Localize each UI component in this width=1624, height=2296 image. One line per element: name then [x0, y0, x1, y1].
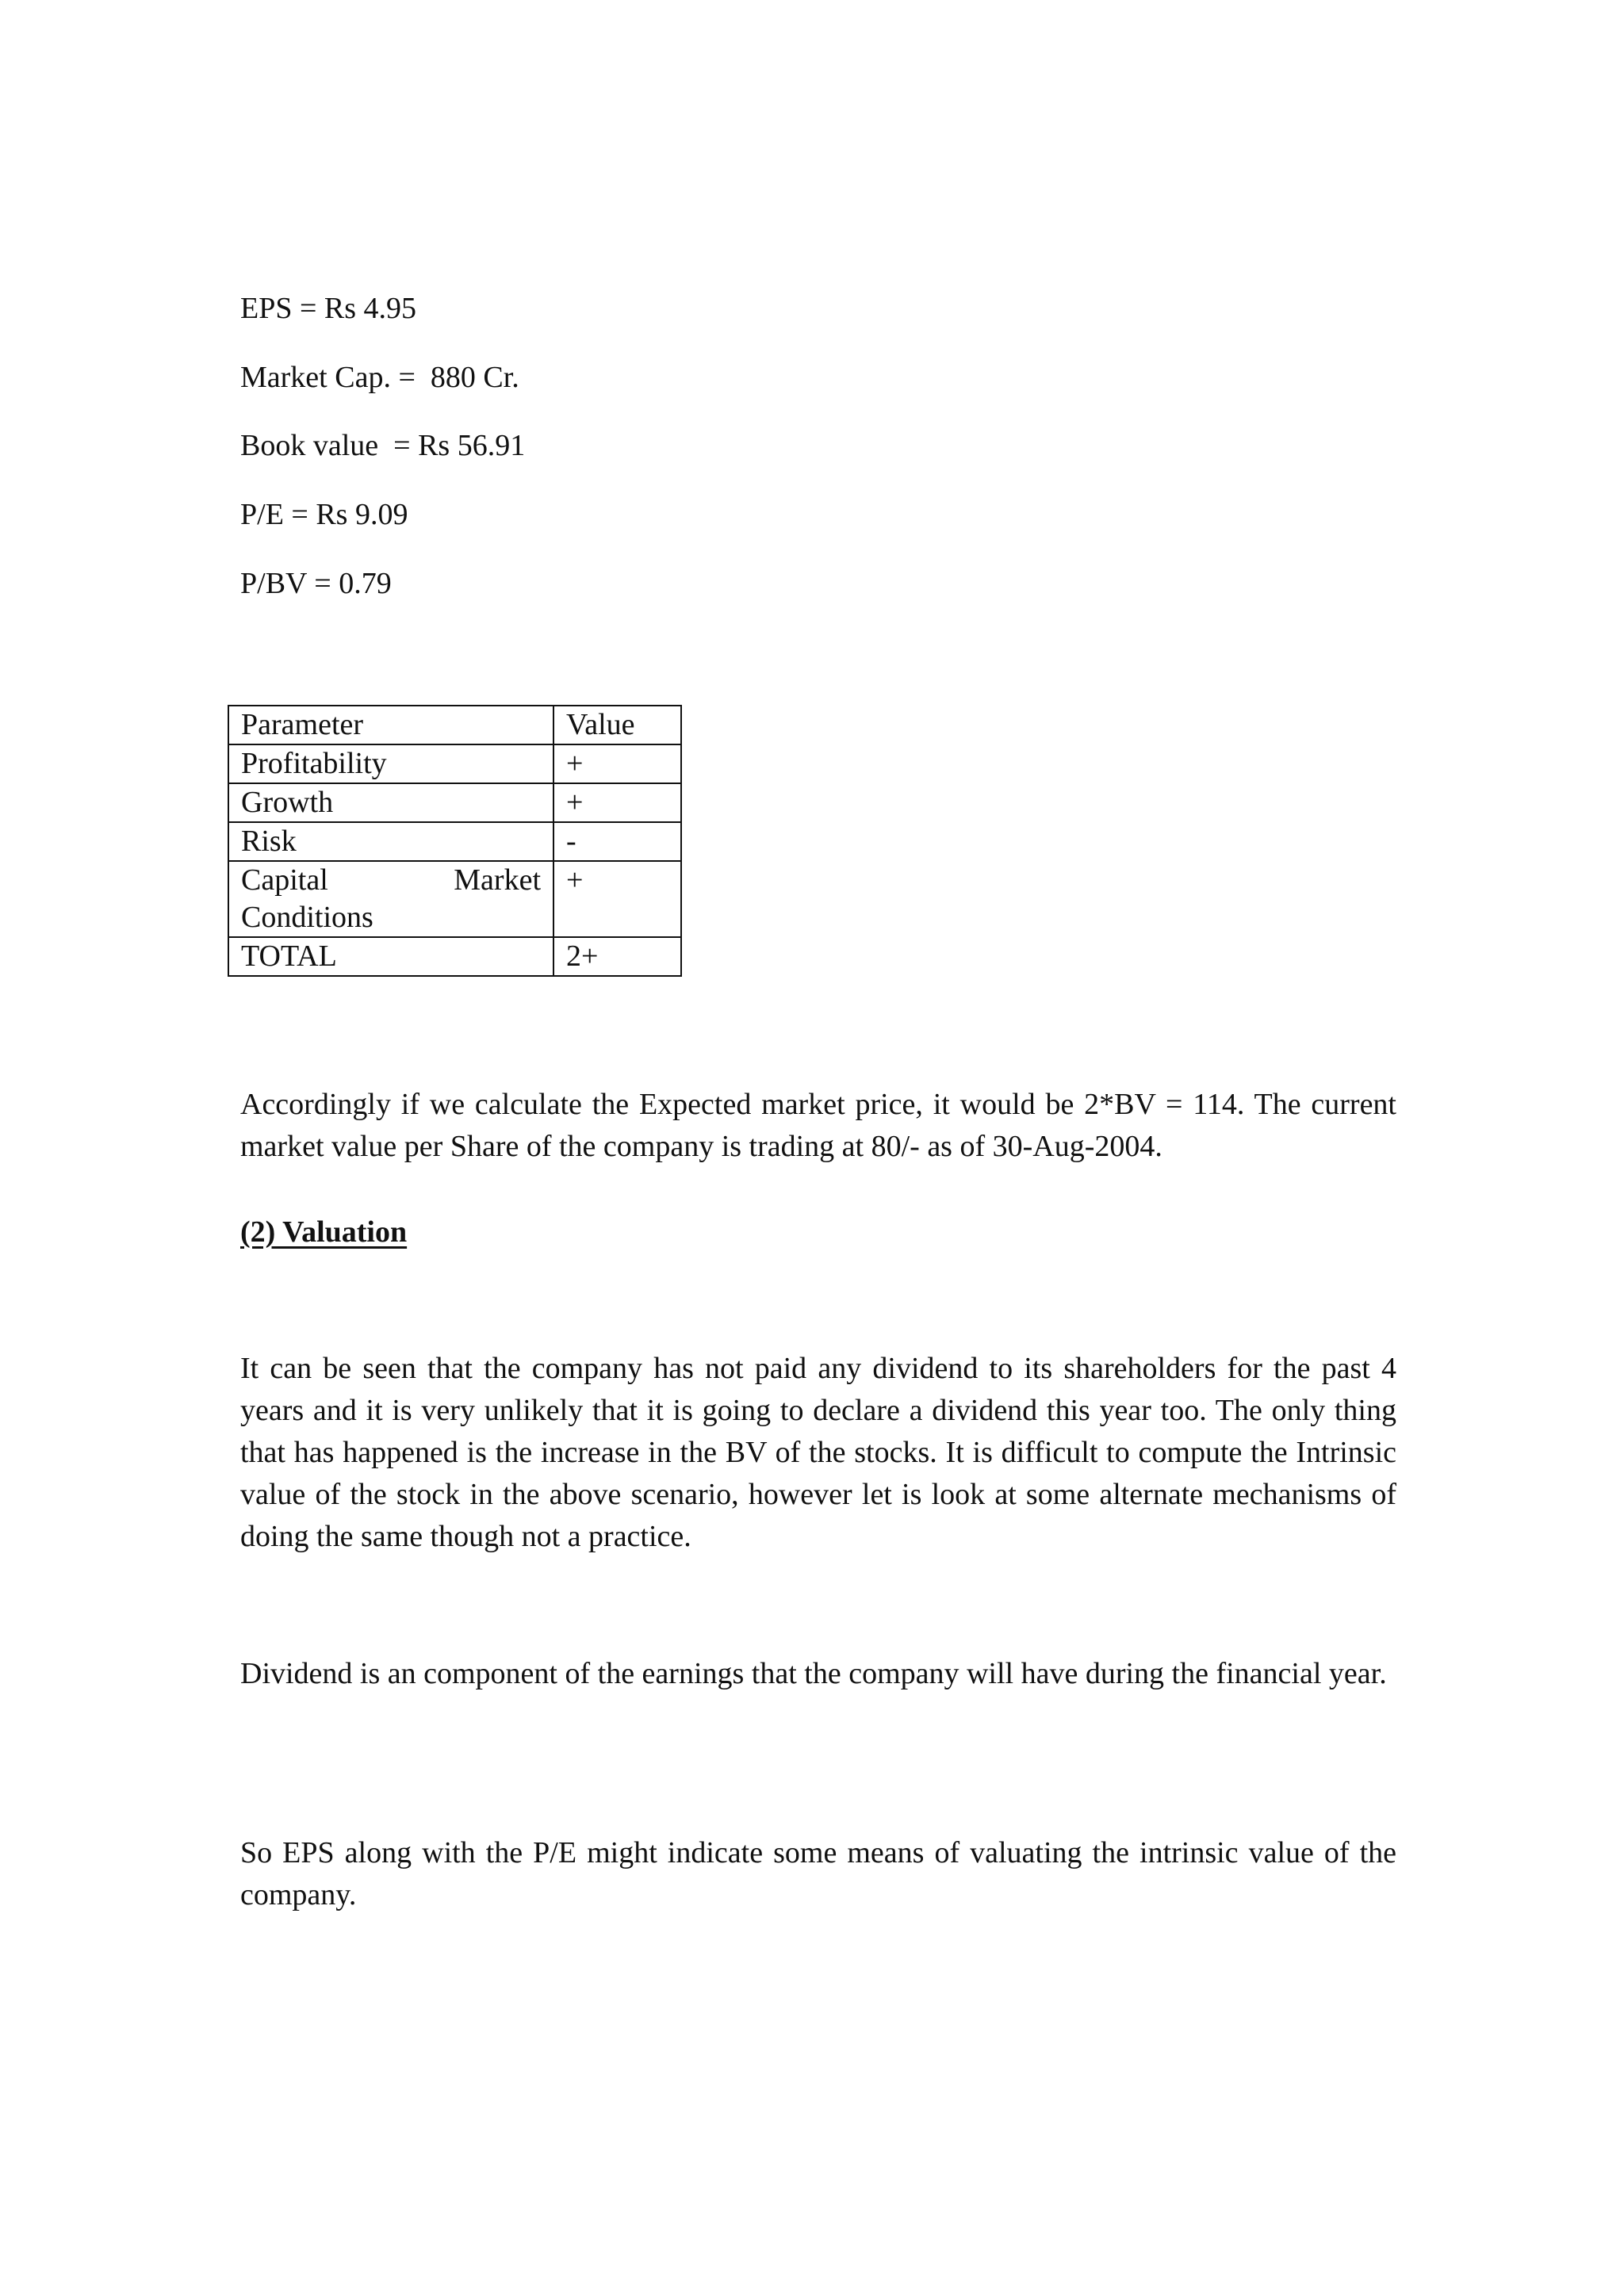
conditions-word: Conditions: [241, 901, 373, 934]
header-parameter: Parameter: [228, 706, 553, 744]
valuation-heading: (2) Valuation: [240, 1215, 408, 1249]
pbv-line: P/BV = 0.79: [240, 567, 392, 600]
row-value: -: [553, 822, 681, 861]
table-row: [228, 822, 681, 861]
market-cap-line: Market Cap. = 880 Cr.: [240, 361, 519, 394]
parameter-table: [228, 705, 682, 977]
book-value-line: Book value = Rs 56.91: [240, 429, 526, 462]
row-value: +: [553, 744, 681, 783]
total-value: 2+: [553, 937, 681, 976]
eps-pe-paragraph: So EPS along with the P/E might indicate some means of valuating the intrinsic value of the company.: [240, 1836, 1396, 1911]
table-total-row: [228, 937, 681, 976]
header-value: Value: [553, 706, 681, 744]
table-row: [228, 861, 681, 937]
row-value: +: [553, 861, 681, 937]
eps-line: EPS = Rs 4.95: [240, 292, 417, 325]
dividend-history-paragraph: It can be seen that the company has not paid any dividend to its shareholders for the past 4 years and it is very unlikely that it is going to declare a dividend this year too. The only thing that has happened is the increase in the BV of the stocks. It is difficult to compute the Intrinsic value of the stock in the above scenario, however let is look at some alternate mechanisms of doing the same though not a practice.: [240, 1352, 1396, 1553]
total-label: TOTAL: [228, 937, 553, 976]
row-parameter: [228, 861, 553, 937]
table-header-row: [228, 706, 681, 744]
capital-word: Capital: [241, 863, 328, 897]
row-value: +: [553, 783, 681, 822]
market-word: Market: [454, 863, 541, 897]
dividend-component-paragraph: Dividend is an component of the earnings that the company will have during the financial year.: [240, 1657, 1387, 1690]
row-parameter: Growth: [228, 783, 553, 822]
table-row: [228, 783, 681, 822]
table-row: [228, 744, 681, 783]
expected-price-paragraph: Accordingly if we calculate the Expected market price, it would be 2*BV = 114. The current market value per Share of the company is trading at 80/- as of 30-Aug-2004.: [240, 1088, 1396, 1163]
pe-line: P/E = Rs 9.09: [240, 498, 408, 531]
row-parameter: Risk: [228, 822, 553, 861]
row-parameter: Profitability: [228, 744, 553, 783]
